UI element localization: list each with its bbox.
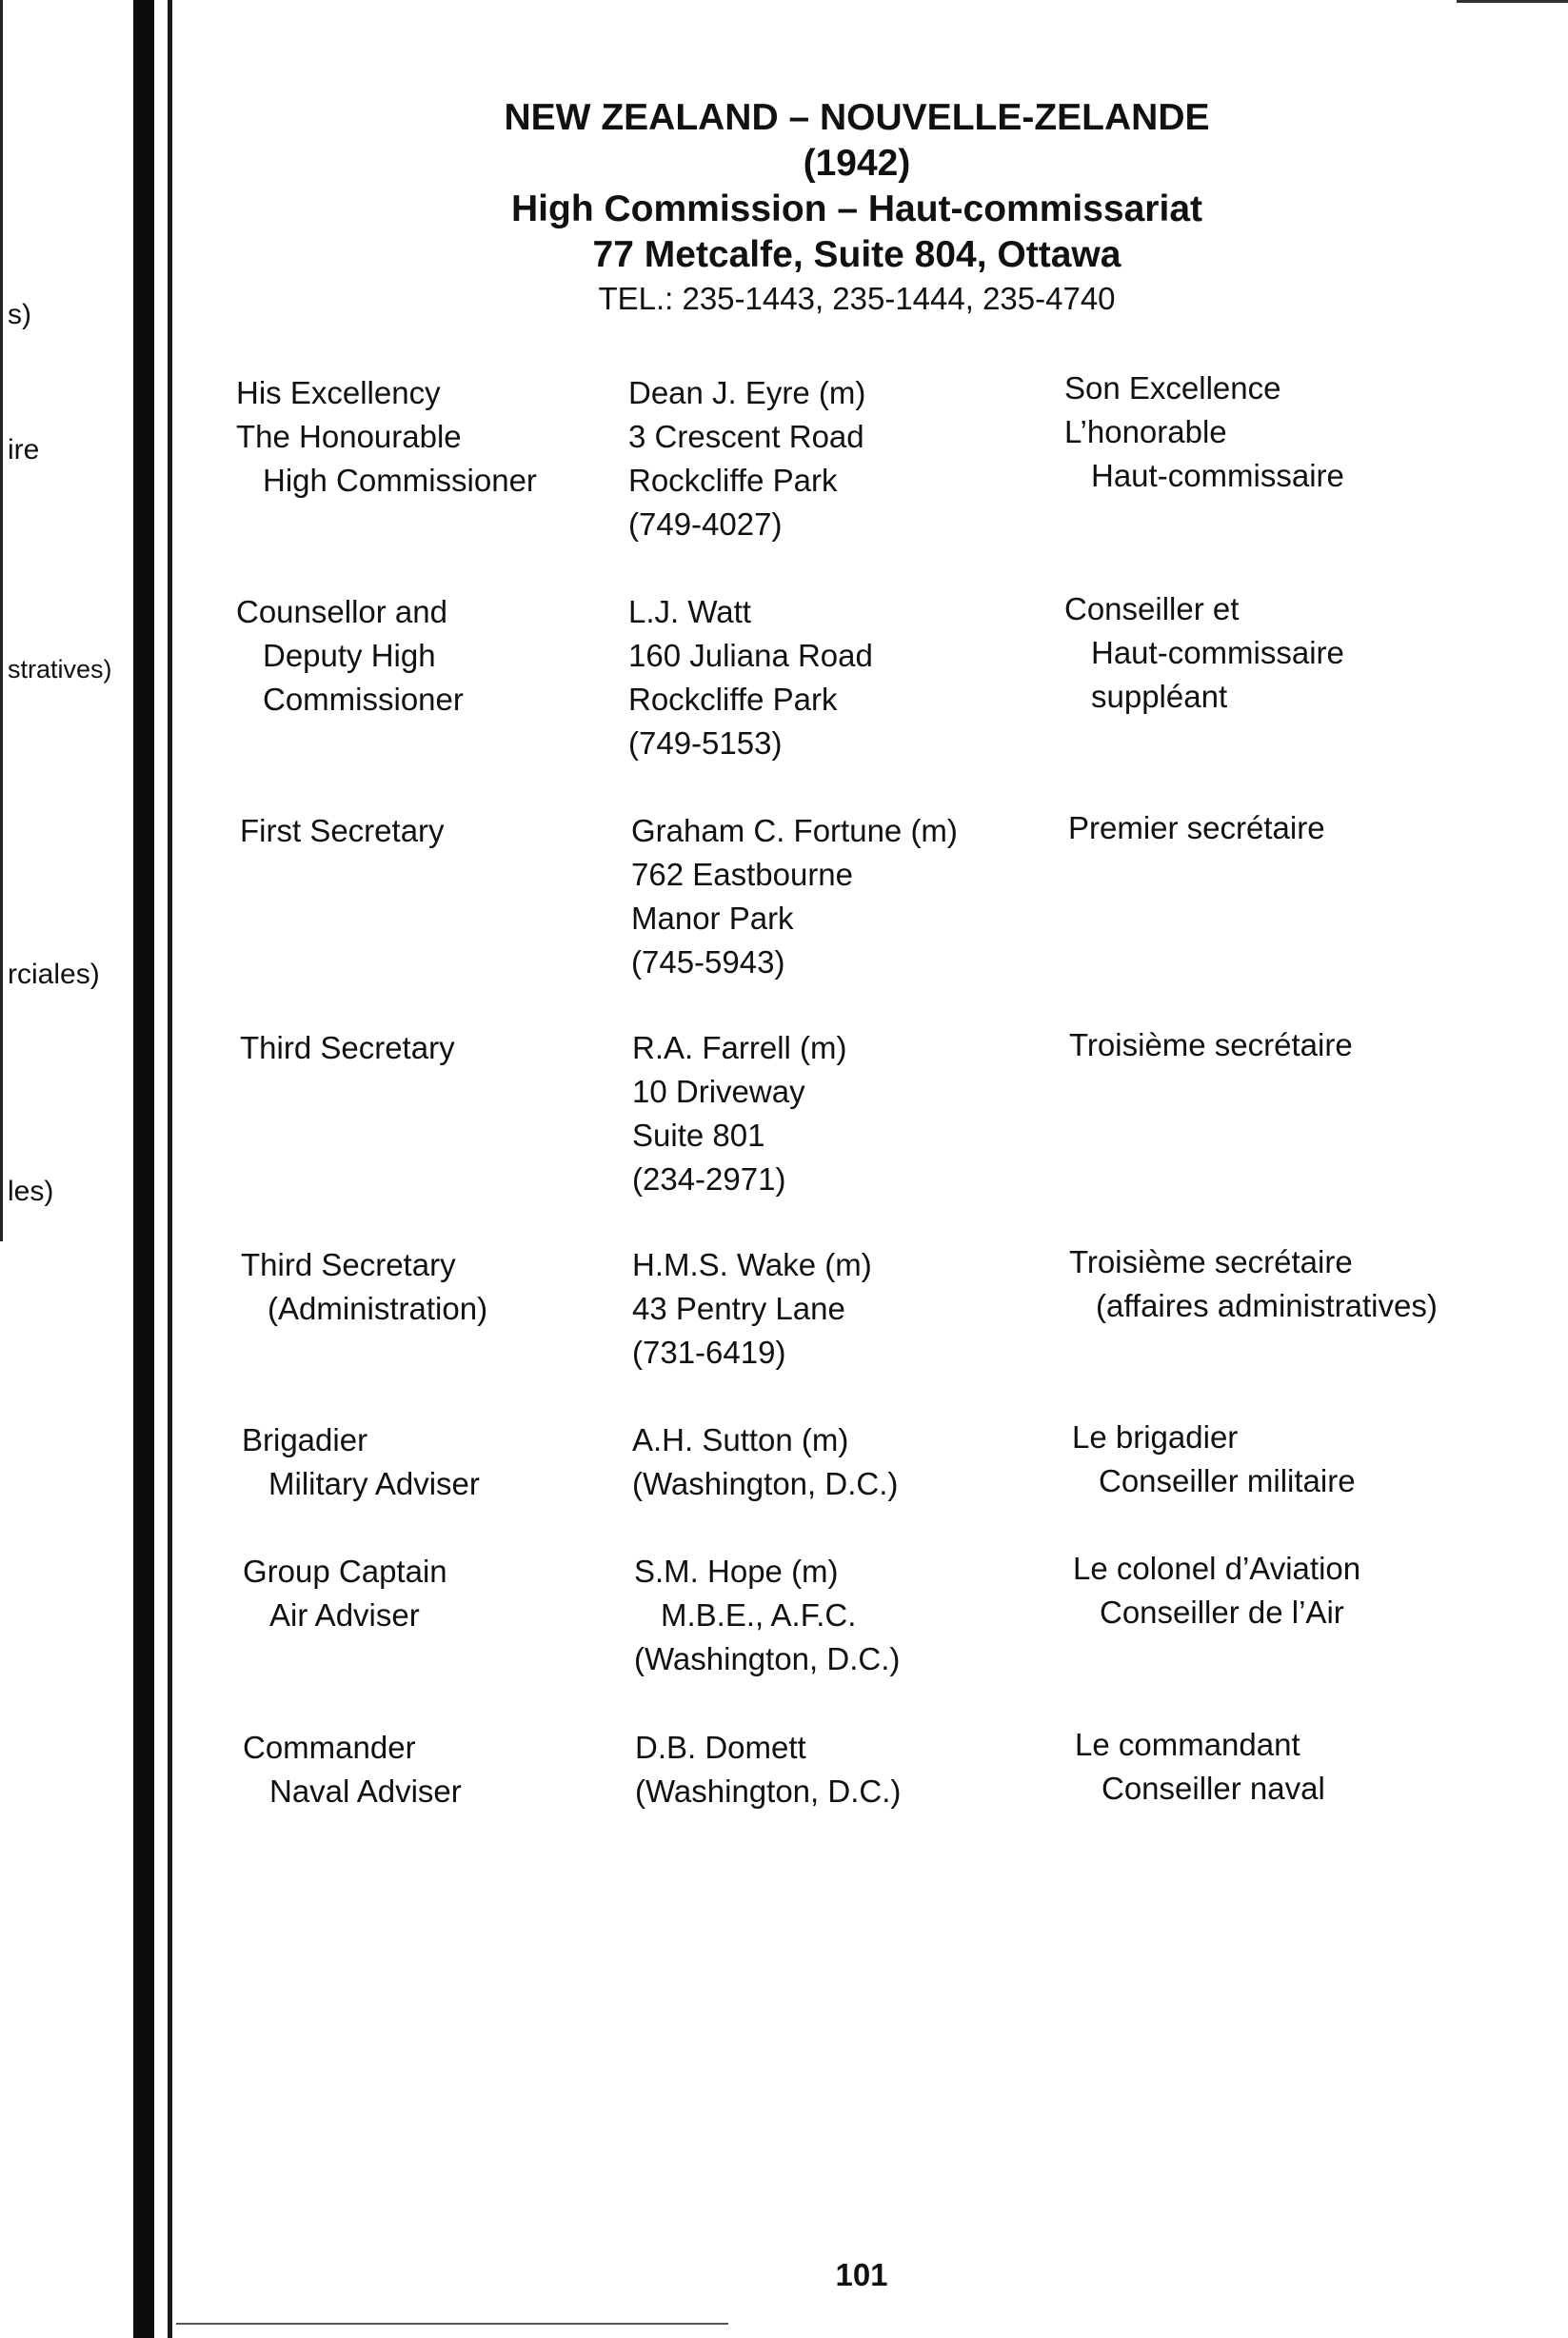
staff-name-address: L.J. Watt 160 Juliana Road Rockcliffe Park (749-5153)	[628, 594, 873, 761]
margin-fragment: stratives)	[8, 655, 112, 684]
title-english: First Secretary	[240, 813, 445, 848]
staff-name-address: H.M.S. Wake (m) 43 Pentry Lane (731-6419)	[632, 1247, 872, 1370]
title-french: Le brigadier Conseiller militaire	[1072, 1419, 1356, 1498]
title-french: Troisième secrétaire (affaires administratives)	[1069, 1244, 1438, 1323]
title-english: Third Secretary	[240, 1030, 455, 1065]
staff-name-address: Graham C. Fortune (m) 762 Eastbourne Manor Park (745-5943)	[631, 813, 958, 980]
staff-name-address: A.H. Sutton (m) (Washington, D.C.)	[632, 1422, 899, 1501]
margin-fragment: les)	[8, 1176, 54, 1207]
title-english: His Excellency The Honourable High Commissioner	[236, 375, 537, 498]
title-french: Son Excellence L’honorable Haut-commissaire	[1064, 370, 1344, 493]
page-number: 101	[835, 2257, 888, 2292]
title-english: Commander Naval Adviser	[243, 1730, 462, 1809]
bottom-rule	[176, 2323, 728, 2325]
title-english: Counsellor and Deputy High Commissioner	[236, 594, 464, 717]
staff-name-address: S.M. Hope (m) M.B.E., A.F.C. (Washington, D.C.)	[634, 1554, 901, 1676]
binding-rule	[168, 0, 172, 2338]
margin-fragment: ire	[8, 434, 40, 466]
title-english: Group Captain Air Adviser	[243, 1554, 447, 1633]
title-french: Premier secrétaire	[1068, 810, 1325, 845]
page-header	[381, 95, 1333, 320]
top-corner-rule	[1457, 0, 1568, 3]
office-address: 77 Metcalfe, Suite 804, Ottawa	[592, 234, 1121, 275]
margin-fragment: s)	[8, 299, 31, 330]
left-page-edge	[0, 0, 3, 1241]
country-title: NEW ZEALAND – NOUVELLE-ZELANDE	[504, 97, 1210, 138]
staff-name-address: R.A. Farrell (m) 10 Driveway Suite 801 (234-2971)	[632, 1030, 847, 1197]
margin-fragment: rciales)	[8, 959, 100, 990]
title-english: Third Secretary (Administration)	[241, 1247, 488, 1326]
staff-name-address: Dean J. Eyre (m) 3 Crescent Road Rockcliffe Park (749-4027)	[628, 375, 866, 542]
title-french: Le commandant Conseiller naval	[1075, 1727, 1325, 1806]
title-english: Brigadier Military Adviser	[242, 1422, 480, 1501]
year: (1942)	[803, 143, 911, 184]
title-french: Conseiller et Haut-commissaire suppléant	[1064, 591, 1344, 714]
binding-shadow-bar	[133, 0, 154, 2338]
staff-name-address: D.B. Domett (Washington, D.C.)	[635, 1730, 902, 1809]
title-french: Troisième secrétaire	[1069, 1027, 1353, 1062]
office-telephone: TEL.: 235-1443, 235-1444, 235-4740	[598, 281, 1116, 316]
office-title: High Commission – Haut-commissariat	[511, 188, 1202, 229]
title-french: Le colonel d’Aviation Conseiller de l’Air	[1073, 1551, 1361, 1630]
